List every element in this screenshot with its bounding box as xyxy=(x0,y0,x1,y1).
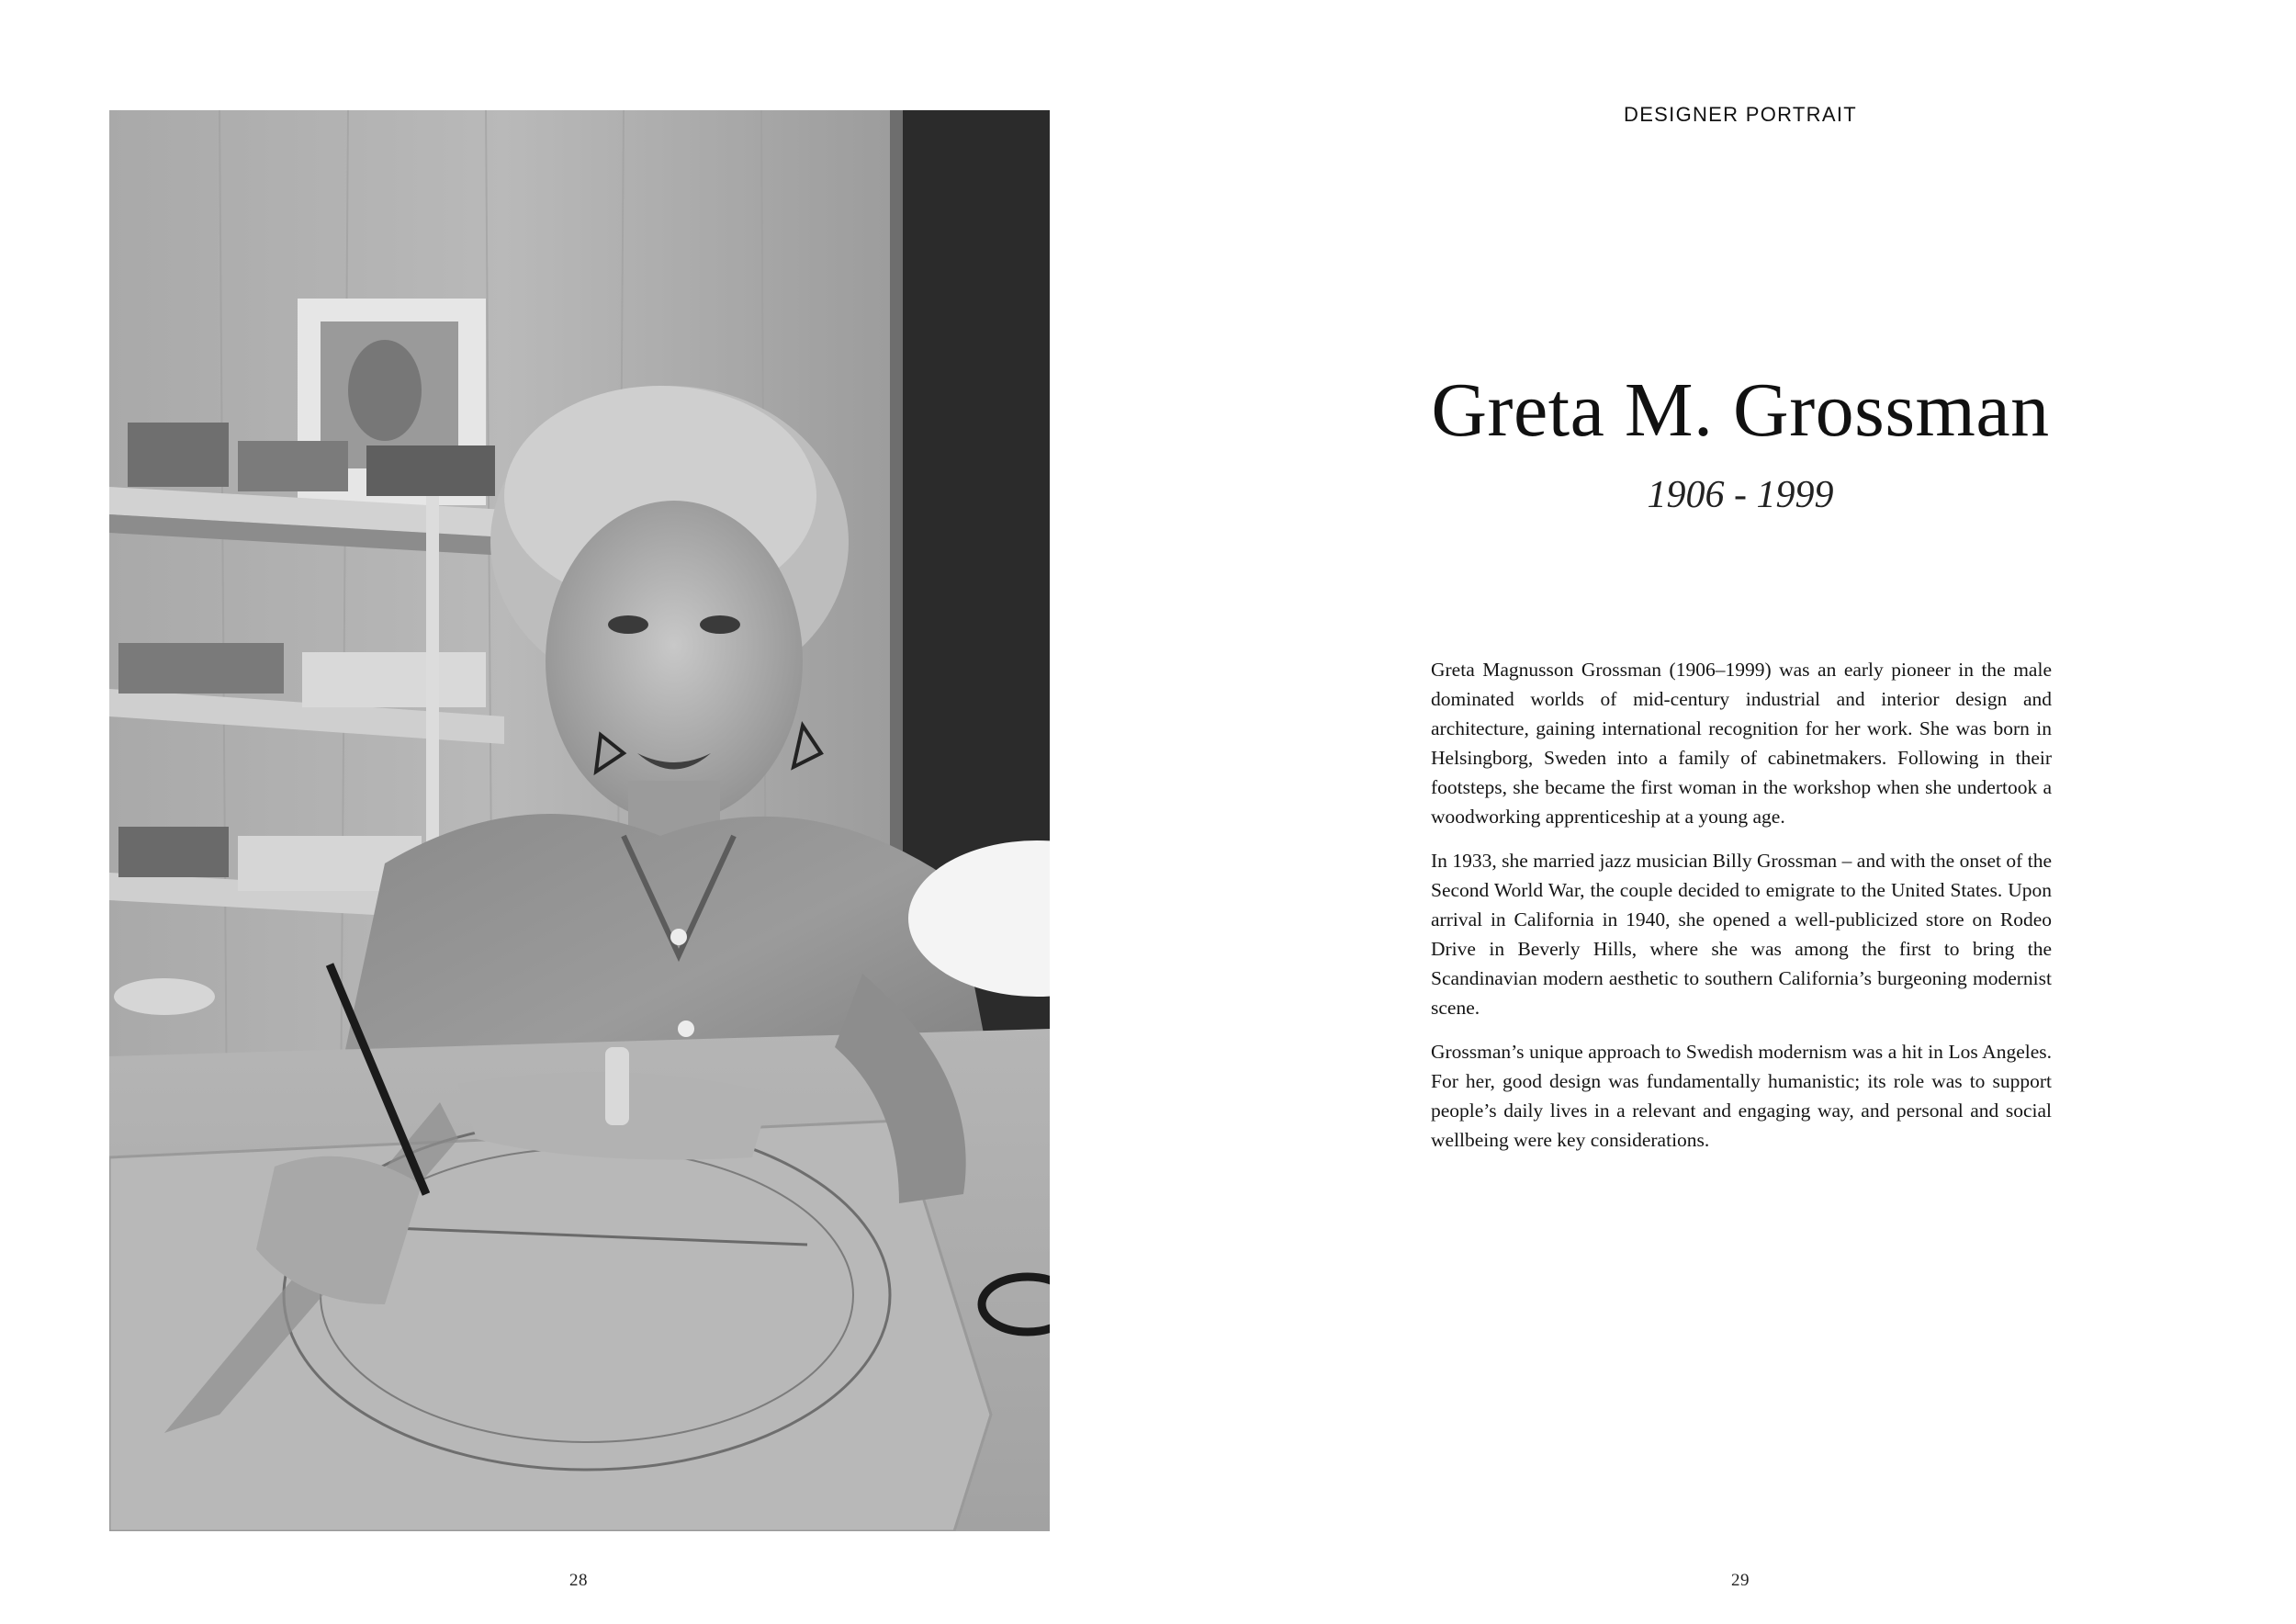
life-dates: 1906 - 1999 xyxy=(1647,474,1834,516)
paragraph-1: Greta Magnusson Grossman (1906–1999) was an early pioneer in the male dominated worlds of mid-century industrial and interior design and architecture, gaining international recognition for her work. She was born in Helsingborg, Sweden into a family of cabinetmakers. Following in their footsteps, she became the first woman in the workshop when she undertook a woodworking apprenticeship at a young age. xyxy=(1431,659,2052,828)
page-title: Greta M. Grossman xyxy=(1431,367,2050,453)
section-label: DESIGNER PORTRAIT xyxy=(1624,103,1857,126)
paragraph-2: In 1933, she married jazz musician Billy Grossman – and with the onset of the Second World War, the couple decided to emigrate to the United States. Upon arrival in California in 1940, she opened a well-publicized store on Rodeo Drive in Beverly Hills, where she was among the first to bring the Scandinavian modern aesthetic to southern California’s burgeoning modernist scene. xyxy=(1431,850,2052,1019)
page-number-right: 29 xyxy=(1731,1571,1750,1590)
portrait-illustration xyxy=(109,110,1050,1531)
paragraph-3: Grossman’s unique approach to Swedish modernism was a hit in Los Angeles. For her, good design was fundamentally humanistic; its role was to support people’s daily lives in a relevant and engaging way, and personal and social wellbeing were key considerations. xyxy=(1431,1041,2052,1151)
page-number-left: 28 xyxy=(569,1571,588,1590)
body-text xyxy=(1431,655,2052,1169)
portrait-photo xyxy=(109,110,1050,1531)
